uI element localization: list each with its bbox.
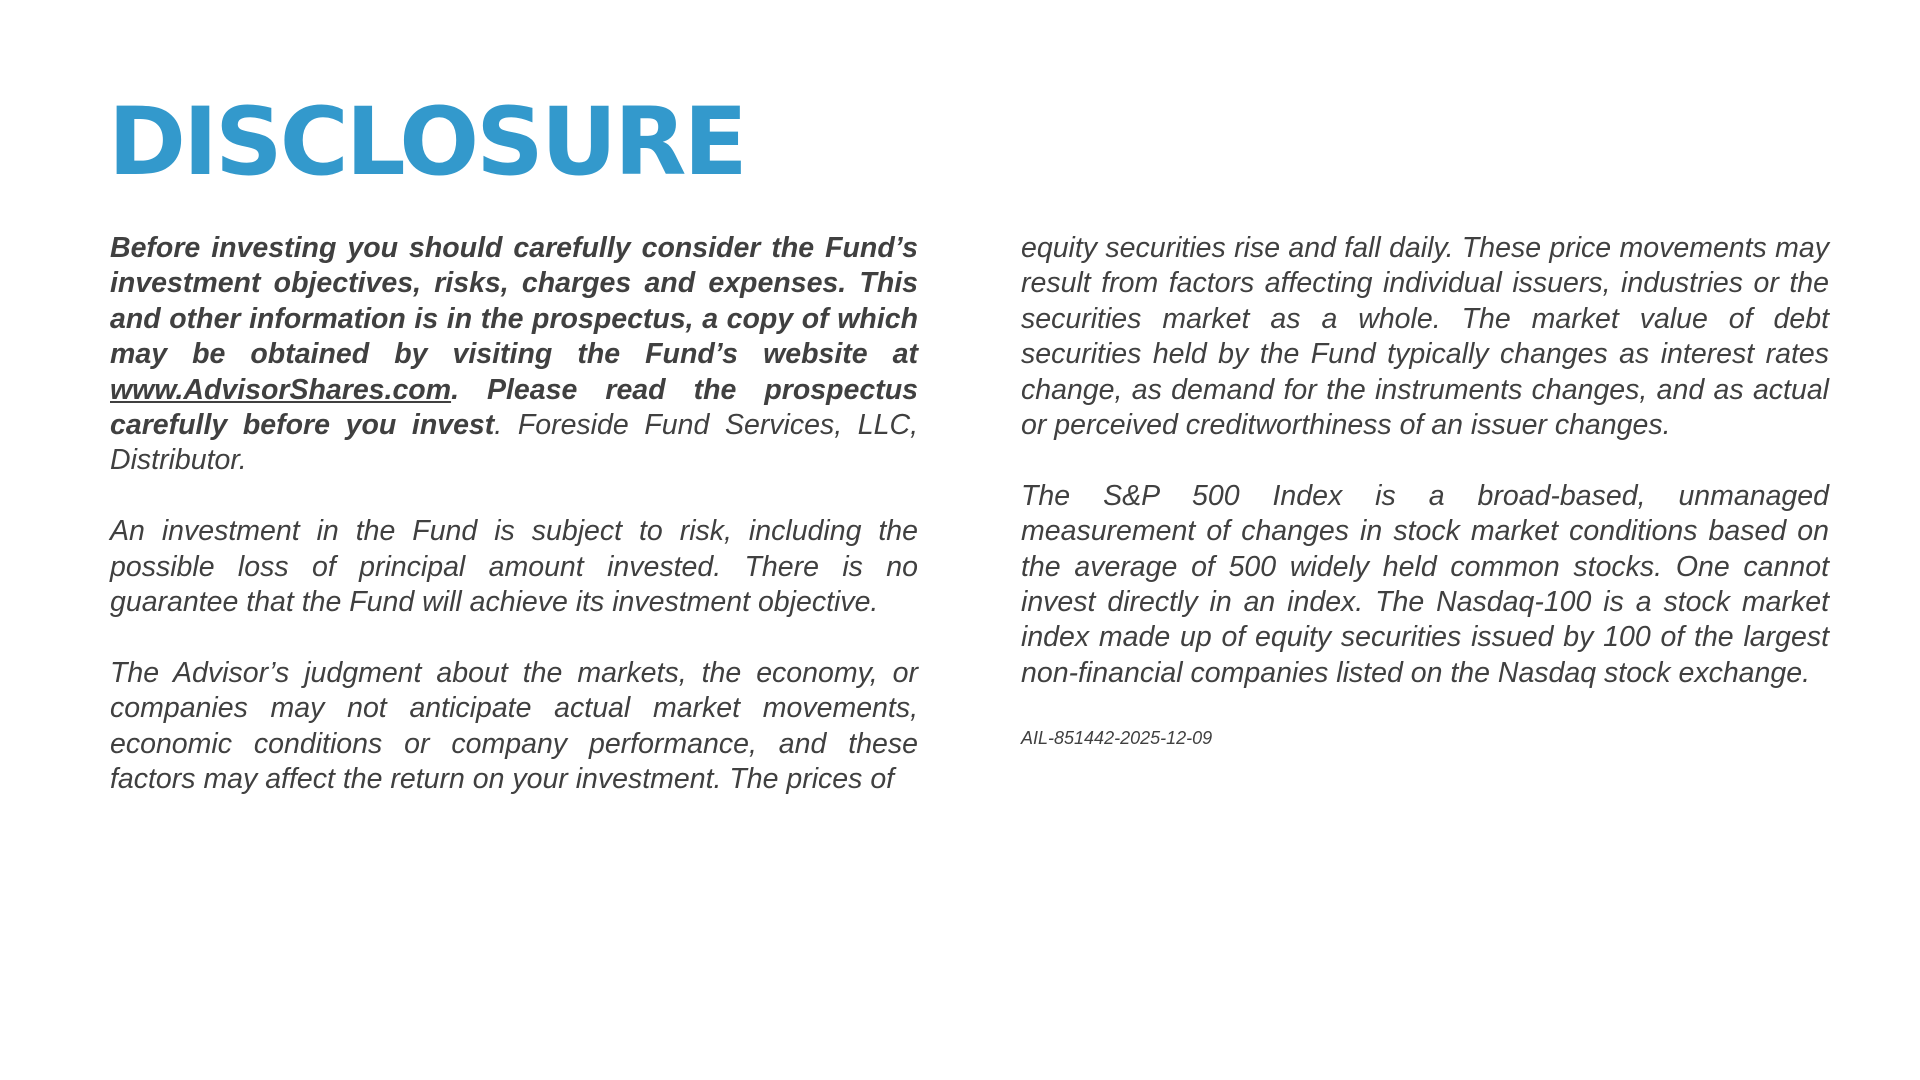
document-code: AIL-851442-2025-12-09 — [1021, 728, 1213, 749]
page-title: DISCLOSURE — [108, 88, 745, 197]
left-column — [110, 231, 918, 797]
prospectus-intro-text: Before investing you should carefully consider the Fund’s investment objectives, risks, charges and expenses. This and other information is in the prospectus, a copy of which may be obtained by visiting the Fund’s website at — [110, 232, 918, 371]
advisorshares-website-link[interactable]: www.AdvisorShares.com — [110, 373, 452, 406]
advisor-judgment-paragraph: The Advisor’s judgment about the markets, the economy, or companies may not anticipate actual market movements, economic conditions or company performance, and these factors may affect the return on your investment. The prices of — [110, 656, 918, 796]
index-definition-paragraph: The S&P 500 Index is a broad-based, unmanaged measurement of changes in stock market conditions based on the average of 500 widely held common stocks. One cannot invest directly in an index. The Nasdaq-100 is a stock market index made up of equity securities issued by 100 of the largest non-financial companies listed on the Nasdaq stock exchange. — [1021, 479, 1829, 689]
right-column — [1021, 231, 1829, 749]
prospectus-paragraph — [110, 231, 918, 479]
distributor-text: . Foreside Fund Services, LLC, Distributor. — [110, 409, 918, 477]
price-movement-paragraph: equity securities rise and fall daily. These price movements may result from factors affecting individual issuers, industries or the securities market as a whole. The market value of debt securities held by the Fund typically changes as interest rates change, as demand for the instruments changes, and as actual or perceived creditworthiness of an issuer changes. — [1021, 232, 1829, 442]
risk-paragraph: An investment in the Fund is subject to risk, including the possible loss of principal amount invested. There is no guarantee that the Fund will achieve its investment objective. — [110, 515, 918, 619]
prospectus-outro-text: . Please read the prospectus carefully before you invest — [110, 373, 918, 442]
